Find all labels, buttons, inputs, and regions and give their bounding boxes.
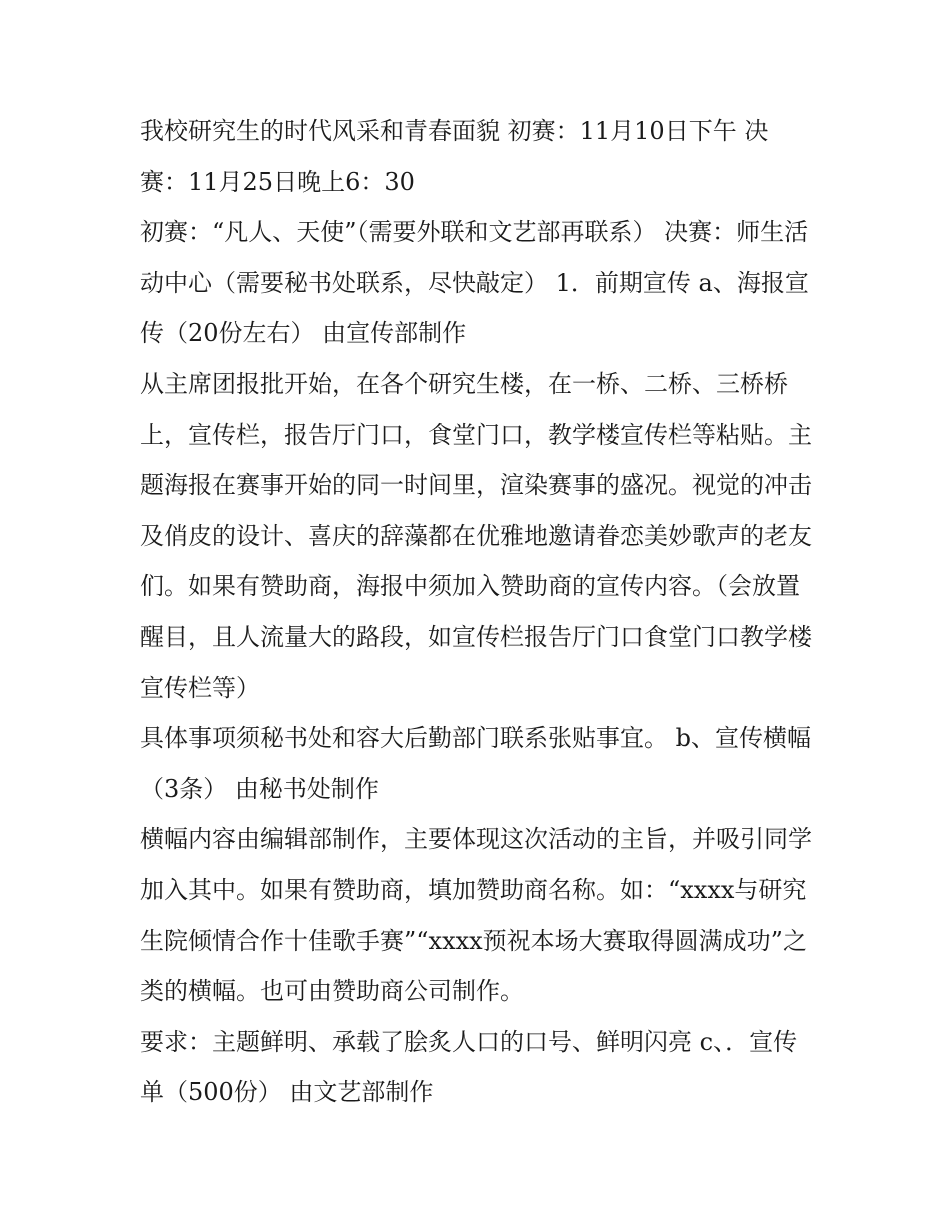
paragraph-requirements: 要求：主题鲜明、承载了脍炙人口的口号、鲜明闪亮 c、．宣传单（500份） 由文艺部制作 — [140, 1027, 798, 1107]
paragraph-schedule: 我校研究生的时代风采和青春面貌 初赛：11月10日下午 决赛：11月25日晚上6：30 — [140, 117, 769, 196]
paragraph-poster-details: 从主席团报批开始，在各个研究生楼，在一桥、二桥、三桥桥上，宣传栏，报告厅门口，食堂门口，教学楼宣传栏等粘贴。主题海报在赛事开始的同一时间里，渲染赛事的盛况。视觉的冲击及俏皮的设计、喜庆的辞藻都在优雅地邀请眷恋美妙歌声的老友们。如果有赞助商，海报中须加入赞助商的宣传内容。（会放置醒目，且人流量大的路段，如宣传栏报告厅门口食堂门口教学楼宣传栏等） — [140, 369, 812, 702]
paragraph-banner-content: 横幅内容由编辑部制作，主要体现这次活动的主旨，并吸引同学加入其中。如果有赞助商，填加赞助商名称。如：“xxxx与研究生院倾情合作十佳歌手赛”“xxxx预祝本场大赛取得圆满成功”之类的横幅。也可由赞助商公司制作。 — [140, 825, 812, 1006]
paragraph-banner-intro: 具体事项须秘书处和容大后勤部门联系张贴事宜。 b、宣传横幅（3条） 由秘书处制作 — [140, 724, 811, 803]
document-body — [140, 106, 812, 1118]
paragraph-venue-publicity: 初赛：“凡人、天使”（需要外联和文艺部再联系） 决赛：师生活动中心（需要秘书处联系，尽快敲定） 1．前期宣传 a、海报宣传（20份左右） 由宣传部制作 — [140, 218, 809, 348]
